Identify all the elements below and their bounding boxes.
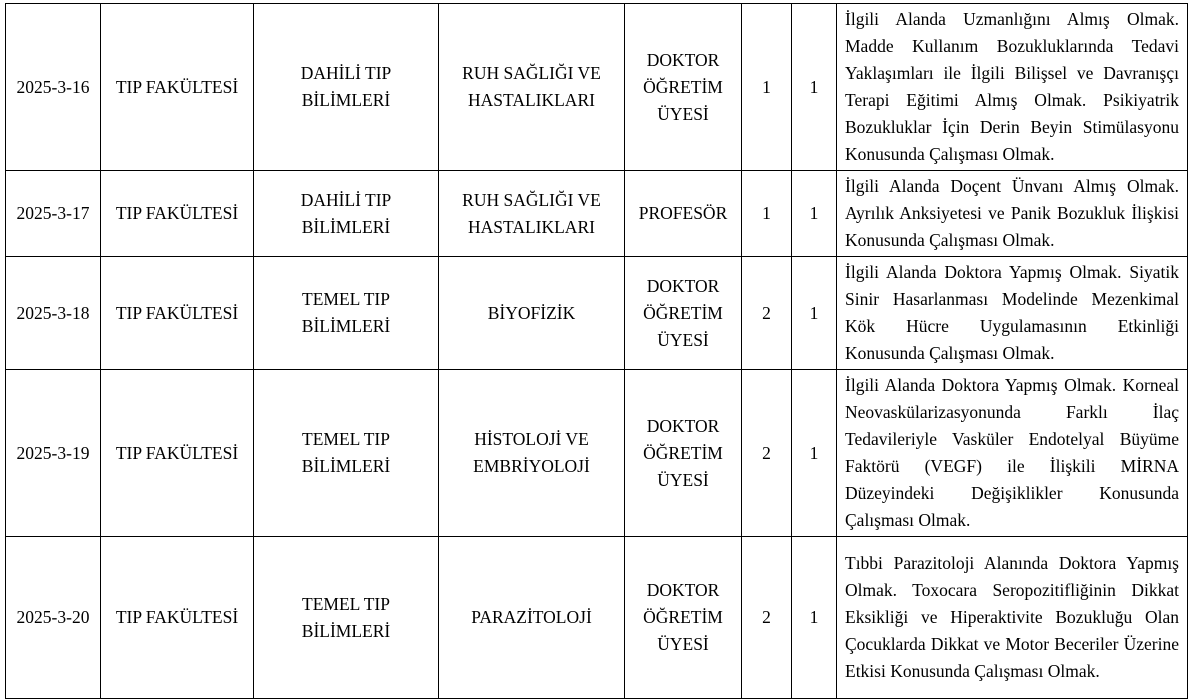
aciklama-cell: İlgili Alanda Uzmanlığını Almış Olmak. Madde Kullanım Bozukluklarında Tedavi Yaklaşımları ile İlgili Bilişsel ve Davranışçı Terapi Eğitimi Almış Olmak. Psikiyatrik Bozukluklar İçin Derin Beyin Stimülasyonu Konusunda Çalışması Olmak.: [837, 4, 1188, 171]
derece-cell: 2: [742, 257, 792, 370]
fakulte-cell: TIP FAKÜLTESİ: [101, 370, 254, 537]
bolum-cell: TEMEL TIP BİLİMLERİ: [254, 370, 439, 537]
unvan-cell: DOKTOR ÖĞRETİM ÜYESİ: [625, 4, 742, 171]
table-row: [6, 4, 1188, 171]
kadro-adedi-cell: 1: [792, 257, 837, 370]
ilan-no-cell: 2025-3-16: [6, 4, 101, 171]
anabilim-dali-cell: BİYOFİZİK: [439, 257, 625, 370]
unvan-cell: DOKTOR ÖĞRETİM ÜYESİ: [625, 370, 742, 537]
kadro-adedi-cell: 1: [792, 4, 837, 171]
table-row: [6, 370, 1188, 537]
anabilim-dali-cell: RUH SAĞLIĞI VE HASTALIKLARI: [439, 171, 625, 257]
table-row: [6, 171, 1188, 257]
ilan-no-cell: 2025-3-20: [6, 537, 101, 699]
bolum-cell: TEMEL TIP BİLİMLERİ: [254, 257, 439, 370]
kadro-adedi-cell: 1: [792, 171, 837, 257]
fakulte-cell: TIP FAKÜLTESİ: [101, 4, 254, 171]
bolum-cell: TEMEL TIP BİLİMLERİ: [254, 537, 439, 699]
position-table: [5, 3, 1188, 699]
kadro-adedi-cell: 1: [792, 370, 837, 537]
fakulte-cell: TIP FAKÜLTESİ: [101, 171, 254, 257]
aciklama-cell: Tıbbi Parazitoloji Alanında Doktora Yapmış Olmak. Toxocara Seropozitifliğinin Dikkat Eksikliği ve Hiperaktivite Bozukluğu Olan Çocuklarda Dikkat ve Motor Beceriler Üzerine Etkisi Konusunda Çalışması Olmak.: [837, 537, 1188, 699]
bolum-cell: DAHİLİ TIP BİLİMLERİ: [254, 171, 439, 257]
fakulte-cell: TIP FAKÜLTESİ: [101, 537, 254, 699]
derece-cell: 2: [742, 537, 792, 699]
anabilim-dali-cell: RUH SAĞLIĞI VE HASTALIKLARI: [439, 4, 625, 171]
fakulte-cell: TIP FAKÜLTESİ: [101, 257, 254, 370]
ilan-no-cell: 2025-3-17: [6, 171, 101, 257]
bolum-cell: DAHİLİ TIP BİLİMLERİ: [254, 4, 439, 171]
unvan-cell: DOKTOR ÖĞRETİM ÜYESİ: [625, 537, 742, 699]
table-row: [6, 257, 1188, 370]
ilan-no-cell: 2025-3-18: [6, 257, 101, 370]
derece-cell: 1: [742, 4, 792, 171]
aciklama-cell: İlgili Alanda Doktora Yapmış Olmak. Siyatik Sinir Hasarlanması Modelinde Mezenkimal Kök Hücre Uygulamasının Etkinliği Konusunda Çalışması Olmak.: [837, 257, 1188, 370]
anabilim-dali-cell: HİSTOLOJİ VE EMBRİYOLOJİ: [439, 370, 625, 537]
ilan-no-cell: 2025-3-19: [6, 370, 101, 537]
aciklama-cell: İlgili Alanda Doktora Yapmış Olmak. Korneal Neovaskülarizasyonunda Farklı İlaç Tedavileriyle Vasküler Endotelyal Büyüme Faktörü (VEGF) ile İlişkili MİRNA Düzeyindeki Değişiklikler Konusunda Çalışması Olmak.: [837, 370, 1188, 537]
unvan-cell: PROFESÖR: [625, 171, 742, 257]
table-row: [6, 537, 1188, 699]
unvan-cell: DOKTOR ÖĞRETİM ÜYESİ: [625, 257, 742, 370]
kadro-adedi-cell: 1: [792, 537, 837, 699]
anabilim-dali-cell: PARAZİTOLOJİ: [439, 537, 625, 699]
derece-cell: 1: [742, 171, 792, 257]
aciklama-cell: İlgili Alanda Doçent Ünvanı Almış Olmak. Ayrılık Anksiyetesi ve Panik Bozukluk İlişkisi Konusunda Çalışması Olmak.: [837, 171, 1188, 257]
derece-cell: 2: [742, 370, 792, 537]
